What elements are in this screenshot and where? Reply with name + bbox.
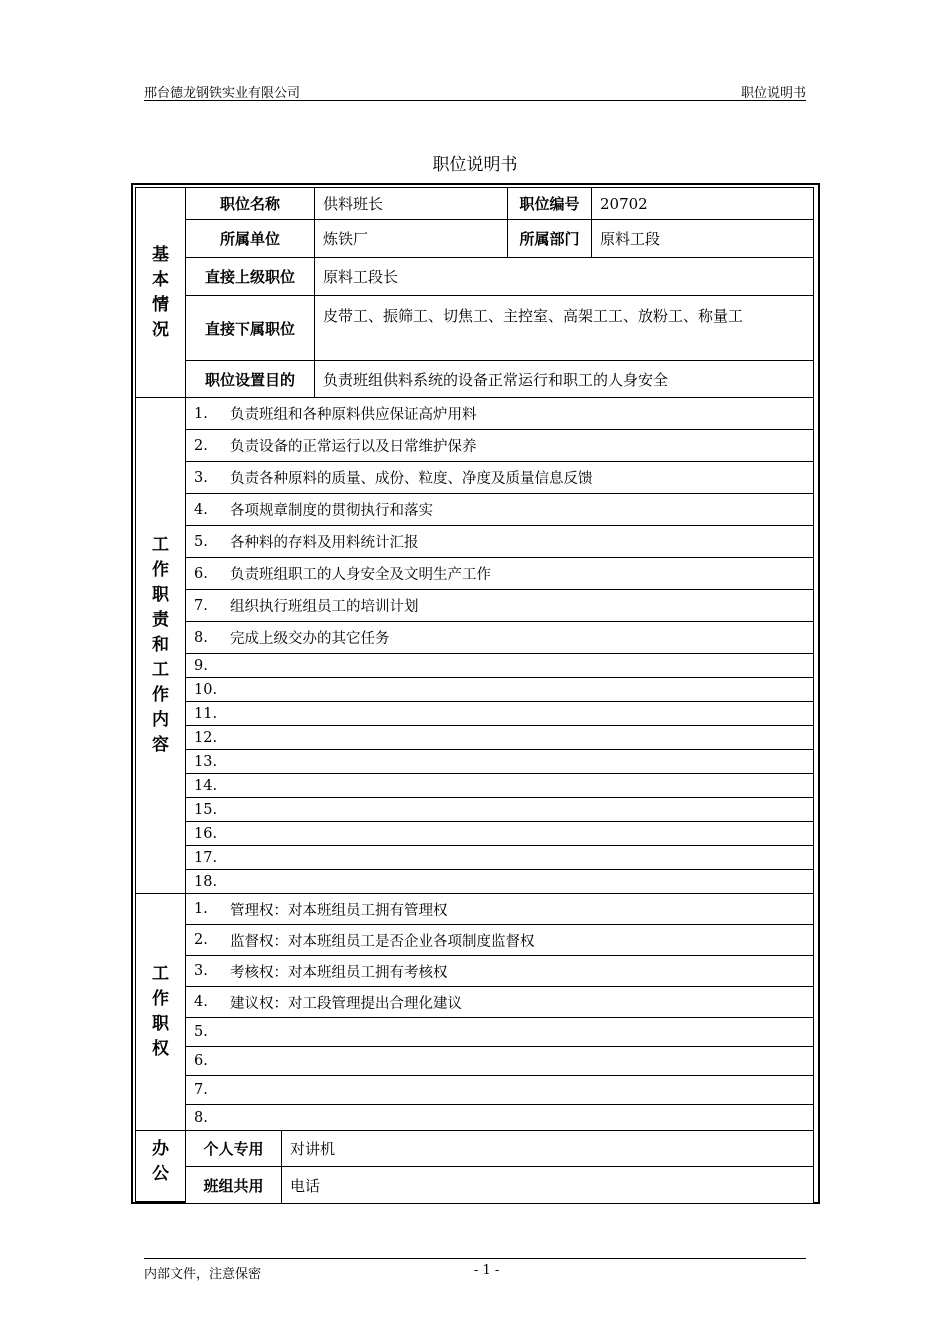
section-basic-label: 基本情况 (135, 187, 186, 398)
unit-label: 所属单位 (185, 219, 315, 258)
authority-row (185, 1046, 814, 1076)
duty-row-text: 各种料的存料及用料统计汇报 (230, 535, 419, 551)
duty-row (185, 821, 814, 846)
duty-row-number: 3. (194, 469, 208, 486)
page-number: - 1 - (474, 1263, 500, 1278)
duty-row-number: 4. (194, 501, 208, 518)
duty-row-number: 15. (194, 801, 218, 818)
duty-row-number: 10. (194, 681, 218, 698)
page-header (144, 82, 806, 101)
section-authority-label: 工作职权 (135, 893, 186, 1131)
duty-row (185, 869, 814, 894)
duty-row-number: 2. (194, 437, 208, 454)
duty-row (185, 621, 814, 654)
authority-row-number: 1. (194, 901, 208, 917)
subordinate-value: 皮带工、振筛工、切焦工、主控室、高架工工、放粉工、称量工 (314, 295, 814, 361)
authority-row-number: 2. (194, 932, 208, 948)
duty-row-number: 18. (194, 873, 218, 890)
duty-row-number: 14. (194, 777, 218, 794)
authority-row (185, 893, 814, 925)
authority-row-number: 8. (194, 1110, 208, 1126)
authority-row-number: 6. (194, 1053, 208, 1069)
duty-row (185, 429, 814, 462)
duty-row-number: 16. (194, 825, 218, 842)
duty-row-text: 负责班组职工的人身安全及文明生产工作 (230, 567, 491, 583)
purpose-value: 负责班组供料系统的设备正常运行和职工的人身安全 (314, 360, 814, 398)
dept-label: 所属部门 (507, 219, 592, 258)
personal-label: 个人专用 (185, 1130, 282, 1167)
duty-row (185, 677, 814, 702)
authority-row (185, 924, 814, 956)
duty-row-text: 各项规章制度的贯彻执行和落实 (230, 503, 433, 519)
unit-value: 炼铁厂 (314, 219, 508, 258)
duty-row (185, 397, 814, 430)
duty-row-number: 1. (194, 405, 208, 422)
shared-label: 班组共用 (185, 1166, 282, 1204)
duty-row-number: 12. (194, 729, 218, 746)
personal-value: 对讲机 (281, 1130, 814, 1167)
duty-row (185, 653, 814, 678)
duty-row-text: 完成上级交办的其它任务 (230, 631, 390, 647)
duty-row (185, 461, 814, 494)
section-office-label: 办公 (135, 1130, 186, 1202)
duty-row-number: 8. (194, 629, 208, 646)
authority-row-text: 管理权：对本班组员工拥有管理权 (230, 902, 448, 919)
doc-type: 职位说明书 (740, 86, 806, 101)
authority-row-number: 3. (194, 963, 208, 979)
position-no-value: 20702 (591, 187, 814, 220)
authority-row-text: 监督权：对本班组员工是否企业各项制度监督权 (230, 933, 535, 950)
position-name-value: 供料班长 (314, 187, 508, 220)
authority-row-text: 考核权：对本班组员工拥有考核权 (230, 964, 448, 981)
duty-row (185, 589, 814, 622)
dept-value: 原料工段 (591, 219, 814, 258)
authority-row (185, 955, 814, 987)
confidential-note: 内部文件，注意保密 (144, 1267, 262, 1282)
duty-row (185, 797, 814, 822)
duty-row (185, 845, 814, 870)
authority-row (185, 986, 814, 1018)
shared-value: 电话 (281, 1166, 814, 1204)
duty-row (185, 525, 814, 558)
company-name: 邢台德龙钢铁实业有限公司 (144, 86, 301, 101)
duty-row (185, 701, 814, 726)
duty-row-text: 组织执行班组员工的培训计划 (230, 599, 419, 615)
duty-row-number: 7. (194, 597, 208, 614)
authority-row (185, 1017, 814, 1047)
duty-row-number: 17. (194, 849, 218, 866)
duty-row-text: 负责设备的正常运行以及日常维护保养 (230, 439, 477, 455)
authority-row (185, 1104, 814, 1132)
authority-row-text: 建议权：对工段管理提出合理化建议 (230, 995, 462, 1012)
authority-row-number: 7. (194, 1082, 208, 1098)
duty-row-number: 6. (194, 565, 208, 582)
duty-row-number: 11. (194, 705, 218, 722)
authority-row-number: 5. (194, 1024, 208, 1040)
duty-row (185, 493, 814, 526)
duty-row (185, 749, 814, 774)
position-name-label: 职位名称 (185, 187, 315, 220)
duty-row (185, 557, 814, 590)
duty-row-number: 13. (194, 753, 218, 770)
superior-label: 直接上级职位 (185, 257, 315, 296)
page-footer (144, 1258, 806, 1281)
authority-row-number: 4. (194, 994, 208, 1010)
duty-row (185, 725, 814, 750)
duty-row-text: 负责各种原料的质量、成份、粒度、净度及质量信息反馈 (230, 471, 593, 487)
duty-row-number: 9. (194, 657, 208, 674)
purpose-label: 职位设置目的 (185, 360, 315, 398)
section-duties-label: 工作职责和工作内容 (135, 397, 186, 894)
duty-row-text: 负责班组和各种原料供应保证高炉用料 (230, 407, 477, 423)
duty-row (185, 773, 814, 798)
position-no-label: 职位编号 (507, 187, 592, 220)
page-title: 职位说明书 (432, 155, 518, 175)
superior-value: 原料工段长 (314, 257, 814, 296)
duty-row-number: 5. (194, 533, 208, 550)
subordinate-label: 直接下属职位 (185, 295, 315, 361)
authority-row (185, 1075, 814, 1105)
